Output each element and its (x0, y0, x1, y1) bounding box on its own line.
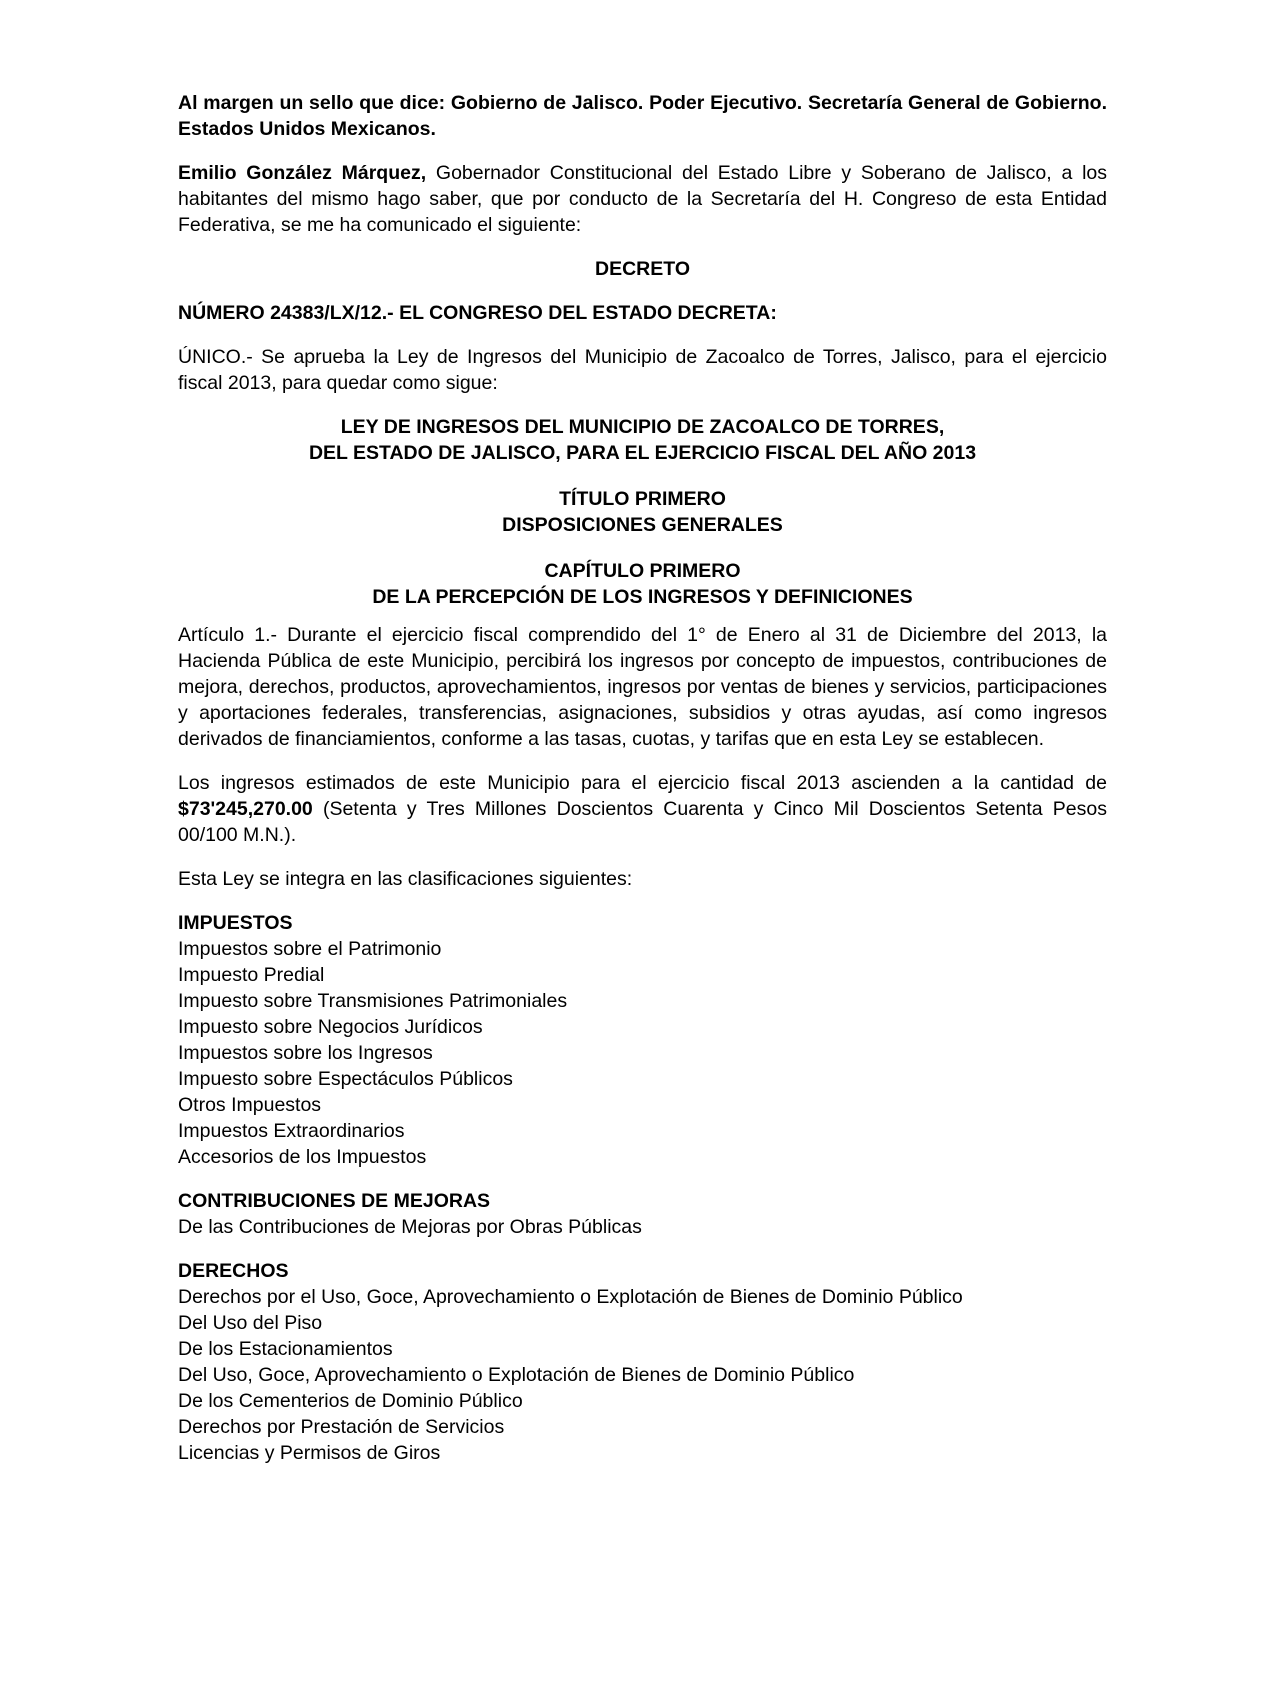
list-item: Licencias y Permisos de Giros (178, 1442, 441, 1464)
capitulo-line-2: DE LA PERCEPCIÓN DE LOS INGRESOS Y DEFINICIONES (372, 586, 913, 608)
list-item: De las Contribuciones de Mejoras por Obras Públicas (178, 1216, 642, 1238)
impuestos-title: IMPUESTOS (178, 912, 293, 934)
list-item: Impuestos sobre los Ingresos (178, 1042, 433, 1064)
law-title (178, 414, 1107, 466)
contribuciones-title: CONTRIBUCIONES DE MEJORAS (178, 1190, 491, 1212)
estimated-income-paragraph (178, 770, 1107, 848)
seal-paragraph: Al margen un sello que dice: Gobierno de Jalisco. Poder Ejecutivo. Secretaría General de Gobierno. Estados Unidos Mexicanos. (178, 92, 1107, 140)
governor-text: Gobernador Constitucional del Estado Libre y Soberano de Jalisco, a los habitantes del mismo hago saber, que por conducto de la Secretaría del H. Congreso de esta Entidad Federativa, se me ha comunicado el siguiente: (178, 162, 1107, 236)
list-item: Del Uso del Piso (178, 1312, 323, 1334)
governor-paragraph (178, 160, 1107, 238)
impuestos-section (178, 910, 1107, 1170)
law-title-line-2: DEL ESTADO DE JALISCO, PARA EL EJERCICIO FISCAL DEL AÑO 2013 (308, 442, 977, 464)
list-item: Impuestos Extraordinarios (178, 1120, 405, 1142)
titulo-heading (178, 486, 1107, 538)
list-item: De los Estacionamientos (178, 1338, 393, 1360)
derechos-title: DERECHOS (178, 1260, 289, 1282)
list-item: Otros Impuestos (178, 1094, 322, 1116)
list-item: Impuesto sobre Transmisiones Patrimoniales (178, 990, 568, 1012)
capitulo-heading (178, 558, 1107, 610)
derechos-section (178, 1258, 1107, 1466)
capitulo-line-1: CAPÍTULO PRIMERO (544, 560, 741, 582)
list-item: Accesorios de los Impuestos (178, 1146, 427, 1168)
governor-name: Emilio González Márquez, (178, 162, 427, 184)
titulo-line-1: TÍTULO PRIMERO (559, 488, 726, 510)
decree-number: NÚMERO 24383/LX/12.- EL CONGRESO DEL ESTADO DECRETA: (178, 302, 777, 324)
titulo-line-2: DISPOSICIONES GENERALES (502, 514, 783, 536)
list-item: Derechos por el Uso, Goce, Aprovechamiento o Explotación de Bienes de Dominio Público (178, 1286, 963, 1308)
estimated-amount: $73'245,270.00 (178, 798, 313, 820)
integration-paragraph: Esta Ley se integra en las clasificaciones siguientes: (178, 868, 633, 890)
law-title-line-1: LEY DE INGRESOS DEL MUNICIPIO DE ZACOALCO DE TORRES, (340, 416, 945, 438)
list-item: Del Uso, Goce, Aprovechamiento o Explotación de Bienes de Dominio Público (178, 1364, 855, 1386)
list-item: Impuestos sobre el Patrimonio (178, 938, 442, 960)
list-item: Impuesto sobre Espectáculos Públicos (178, 1068, 513, 1090)
list-item: Impuesto Predial (178, 964, 325, 986)
articulo-1: Artículo 1.- Durante el ejercicio fiscal comprendido del 1° de Enero al 31 de Diciembre del 2013, la Hacienda Pública de este Municipio, percibirá los ingresos por concepto de impuestos, contribuciones de mejora, derechos, productos, aprovechamientos, ingresos por ventas de bienes y servicios, participaciones y aportaciones federales, transferencias, asignaciones, subsidios y otras ayudas, así como ingresos derivados de financiamientos, conforme a las tasas, cuotas, y tarifas que en esta Ley se establecen. (178, 624, 1107, 750)
list-item: Impuesto sobre Negocios Jurídicos (178, 1016, 483, 1038)
list-item: De los Cementerios de Dominio Público (178, 1390, 523, 1412)
unico-paragraph: ÚNICO.- Se aprueba la Ley de Ingresos del Municipio de Zacoalco de Torres, Jalisco, para el ejercicio fiscal 2013, para quedar como sigue: (178, 346, 1107, 394)
estimated-intro: Los ingresos estimados de este Municipio para el ejercicio fiscal 2013 ascienden a la cantidad de (178, 772, 1107, 794)
contribuciones-section (178, 1188, 1107, 1240)
decree-title: DECRETO (595, 258, 690, 280)
list-item: Derechos por Prestación de Servicios (178, 1416, 505, 1438)
estimated-words: (Setenta y Tres Millones Doscientos Cuarenta y Cinco Mil Doscientos Setenta Pesos 00/100 M.N.). (178, 798, 1107, 846)
